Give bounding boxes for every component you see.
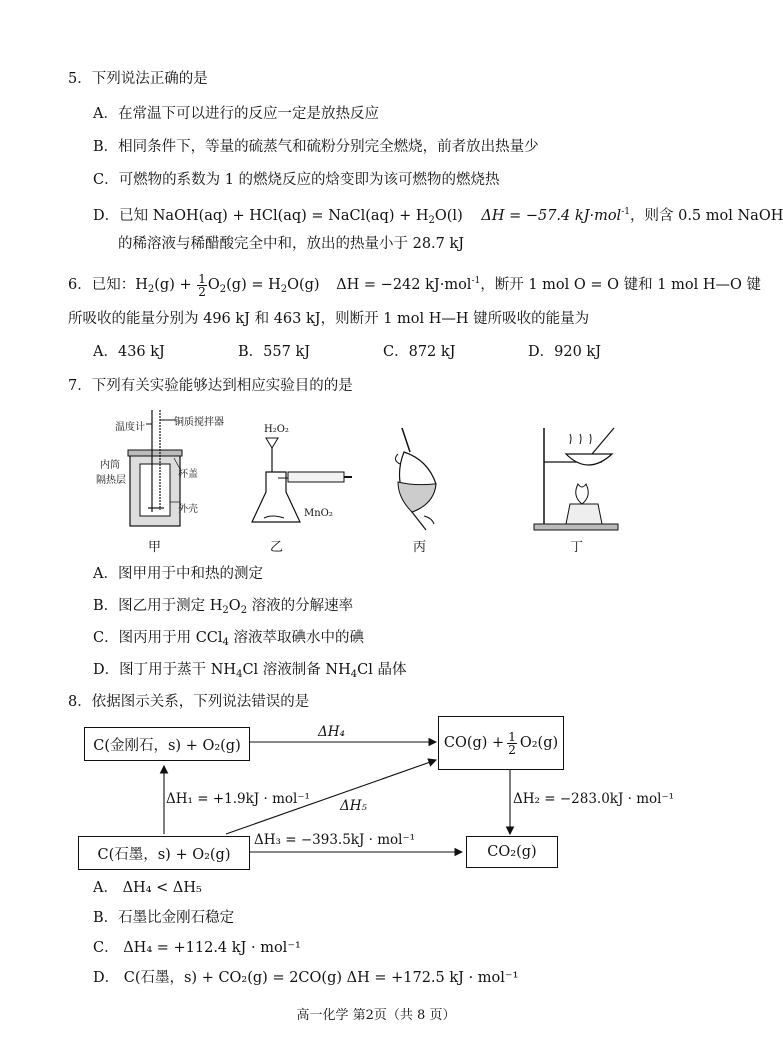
box-co2: CO₂(g): [466, 836, 558, 868]
q7-stem: 7．下列有关实验能够达到相应实验目的的是: [68, 378, 353, 394]
label-lid: 杯盖: [178, 469, 198, 480]
label-shell: 外壳: [178, 504, 198, 515]
fraction-half: $\frac{1}{2}$: [198, 271, 206, 299]
label-dh5: ΔH₅: [340, 798, 367, 814]
caption-ding: 丁: [570, 540, 584, 555]
q6-stem-cont: 所吸收的能量分别为 496 kJ 和 463 kJ，则断开 1 mol H—H 键所吸收的能量为: [68, 311, 590, 327]
caption-jia: 甲: [148, 540, 162, 555]
label-insulation: 隔热层: [96, 475, 126, 486]
label-dh1: ΔH₁ = +1.9kJ · mol⁻¹: [166, 791, 310, 807]
page-footer: 高一化学 第2页（共 8 页）: [296, 1008, 456, 1023]
label-mno2: MnO₂: [304, 508, 333, 519]
q8-option-d: D． C(石墨，s) + CO₂(g) = 2CO(g) ΔH = +172.5 kJ · mol⁻¹: [93, 970, 519, 986]
q5-option-d-cont: 的稀溶液与稀醋酸完全中和，放出的热量小于 28.7 kJ: [118, 236, 465, 252]
q8-option-a: A． ΔH₄ < ΔH₅: [93, 880, 202, 896]
fraction-half-box: $\frac{1}{2}$: [508, 729, 516, 757]
q5-option-b: B．相同条件下，等量的硫蒸气和硫粉分别完全燃烧，前者放出热量少: [93, 139, 539, 155]
caption-bing: 丙: [413, 540, 427, 555]
box-diamond: C(金刚石，s) + O₂(g): [84, 727, 250, 761]
q7-option-a: A．图甲用于中和热的测定: [93, 566, 263, 582]
q6-option-a: A．436 kJ: [93, 344, 165, 360]
label-dh3: ΔH₃ = −393.5kJ · mol⁻¹: [254, 832, 416, 848]
q5-option-d: D．已知 NaOH(aq) + HCl(aq) = NaCl(aq) + $H_2O(l) \Delta H = -57.4$ kJ·mol$^{-1}$，则含 0.5 mol NaOH: [93, 207, 783, 226]
q8-option-b: B．石墨比金刚石稳定: [93, 910, 235, 926]
label-inner: 内筒: [100, 460, 120, 471]
q6-option-d: D．920 kJ: [528, 344, 602, 360]
q7-option-c: C．图丙用于用 CCl$_4$ 溶液萃取碘水中的碘: [93, 630, 365, 648]
box-co: CO(g) + $\frac{1}{2}$ O₂(g): [438, 716, 564, 770]
label-thermometer: 温度计: [115, 422, 145, 433]
label-stirrer: 铜质搅拌器: [174, 417, 224, 428]
label-h2o2: H₂O₂: [264, 424, 289, 435]
q8-option-c: C． ΔH₄ = +112.4 kJ · mol⁻¹: [93, 940, 301, 956]
q7-option-b: B．图乙用于测定 $H_2O_2$ 溶液的分解速率: [93, 598, 354, 616]
q5-option-c: C．可燃物的系数为 1 的燃烧反应的焓变即为该可燃物的燃烧热: [93, 172, 500, 188]
label-dh4: ΔH₄: [318, 724, 345, 740]
q6-stem: 6．已知：$H_2(g)$ + $\frac{1}{2}$ $O_2(g) = H_2O(g) \Delta H = -242$ kJ·mol$^{-1}$，断开 1 mol O = O 键和 1 mol H—O 键: [68, 271, 761, 299]
q5-option-a: A．在常温下可以进行的反应一定是放热反应: [93, 106, 379, 122]
q8-stem: 8．依据图示关系，下列说法错误的是: [68, 694, 310, 710]
box-graphite: C(石墨，s) + O₂(g): [78, 836, 250, 870]
q6-option-c: C．872 kJ: [383, 344, 456, 360]
q7-option-d: D．图丁用于蒸干 $NH_4Cl$ 溶液制备 $NH_4Cl$ 晶体: [93, 662, 407, 680]
caption-yi: 乙: [270, 540, 284, 555]
q5-stem: 5．下列说法正确的是: [68, 71, 208, 87]
label-dh2: ΔH₂ = −283.0kJ · mol⁻¹: [513, 791, 675, 807]
q6-option-b: B．557 kJ: [238, 344, 311, 360]
